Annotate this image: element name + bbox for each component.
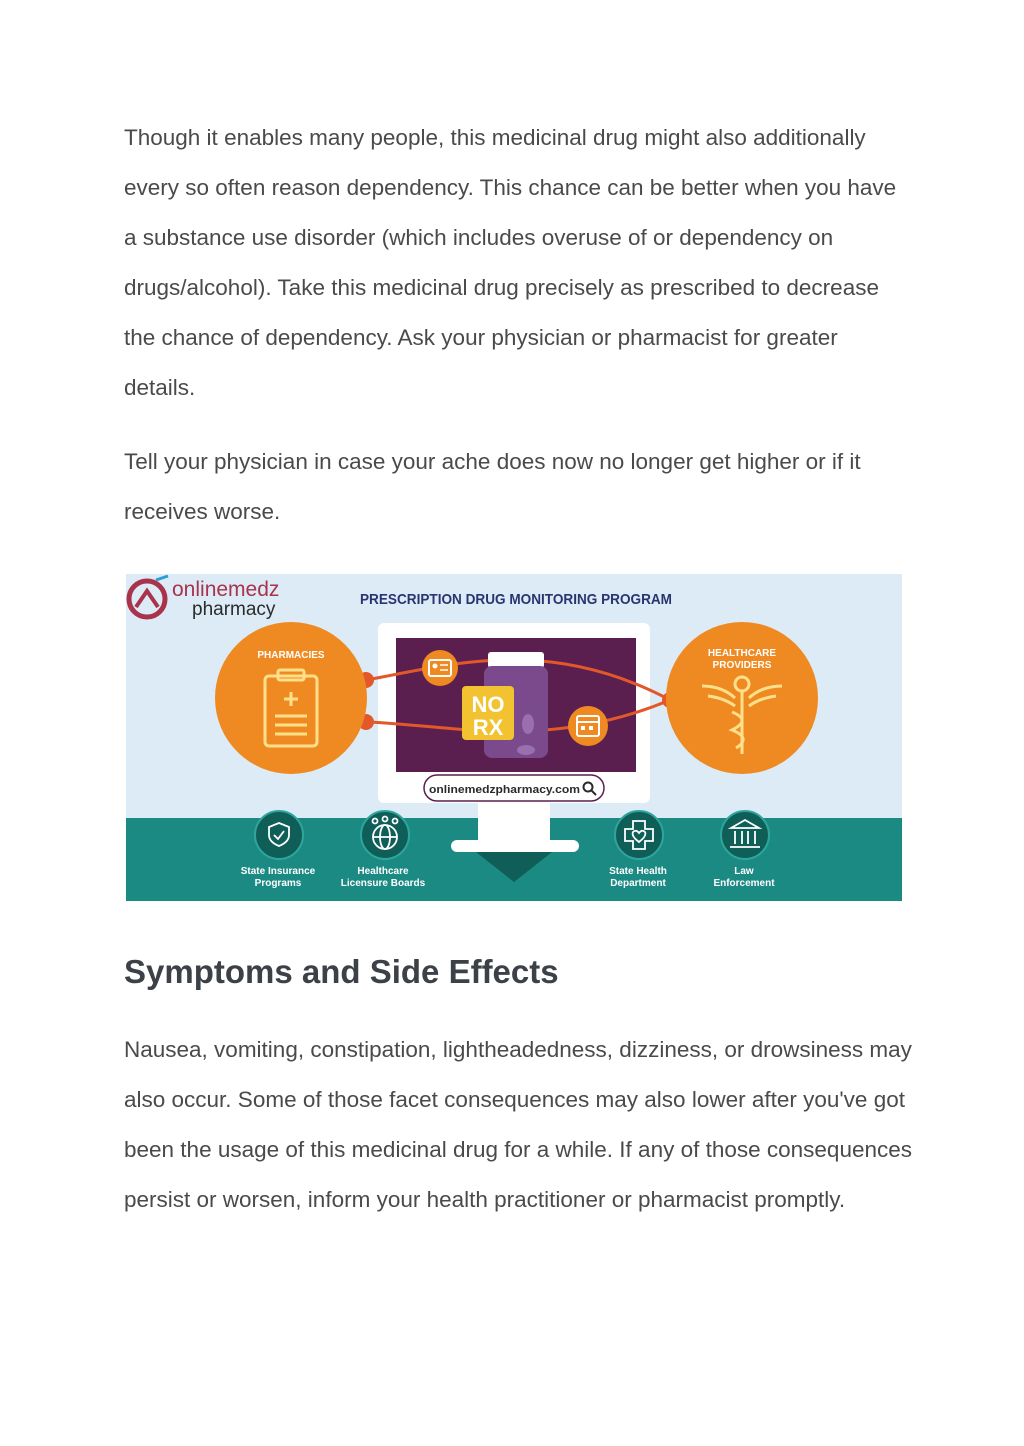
agency-label-line2: Programs	[254, 878, 302, 889]
monitor-base	[451, 840, 579, 852]
agency-label-line1: State Health	[609, 866, 667, 877]
calendar-icon	[568, 706, 608, 746]
pharmacies-label: PHARMACIES	[257, 650, 325, 661]
infographic-title: PRESCRIPTION DRUG MONITORING PROGRAM	[360, 591, 672, 608]
paragraph-tell-physician: Tell your physician in case your ache does now no longer get higher or if it receives worse.	[124, 449, 861, 524]
badge-text-rx: RX	[472, 715, 504, 740]
providers-label-line1: HEALTHCARE	[707, 648, 777, 659]
badge-text-no: NO	[471, 692, 505, 717]
brand-name-line1: onlinemedz	[172, 578, 280, 601]
pharmacies-circle	[215, 622, 367, 774]
agency-label-line1: Healthcare	[357, 866, 409, 877]
paragraph-side-effects: Nausea, vomiting, constipation, lightheadedness, dizziness, or drowsiness may also occur. Some of those facet consequences may also lower after you've got been the usage of this medicinal drug for a while. If any of those consequences persist or worsen, inform your health practitioner or pharmacist promptly.	[124, 1037, 912, 1212]
monitor-stand	[478, 802, 550, 842]
section-heading: Symptoms and Side Effects	[124, 953, 559, 990]
providers-label-line2: PROVIDERS	[712, 660, 772, 671]
brand-name-line2: pharmacy	[192, 599, 276, 620]
agency-label-line1: State Insurance	[240, 866, 316, 877]
url-search-bar	[424, 775, 604, 801]
agency-label-line1: Law	[734, 866, 754, 877]
agency-label-line2: Enforcement	[713, 878, 775, 889]
no-rx-badge	[462, 686, 514, 740]
agency-label-line2: Licensure Boards	[340, 878, 426, 889]
paragraph-dependency: Though it enables many people, this medicinal drug might also additionally every so often reason dependency. This chance can be better when you have a substance use disorder (which includes overuse of or dependency on drugs/alcohol). Take this medicinal drug precisely as prescribed to decrease the chance of dependency. Ask your physician or pharmacist for greater details.	[124, 125, 897, 400]
id-card-icon	[422, 650, 458, 686]
pdmp-infographic	[126, 574, 902, 901]
agency-label-line2: Department	[610, 878, 666, 889]
healthcare-providers-circle	[666, 622, 818, 774]
url-text: onlinemedzpharmacy.com	[429, 784, 581, 796]
